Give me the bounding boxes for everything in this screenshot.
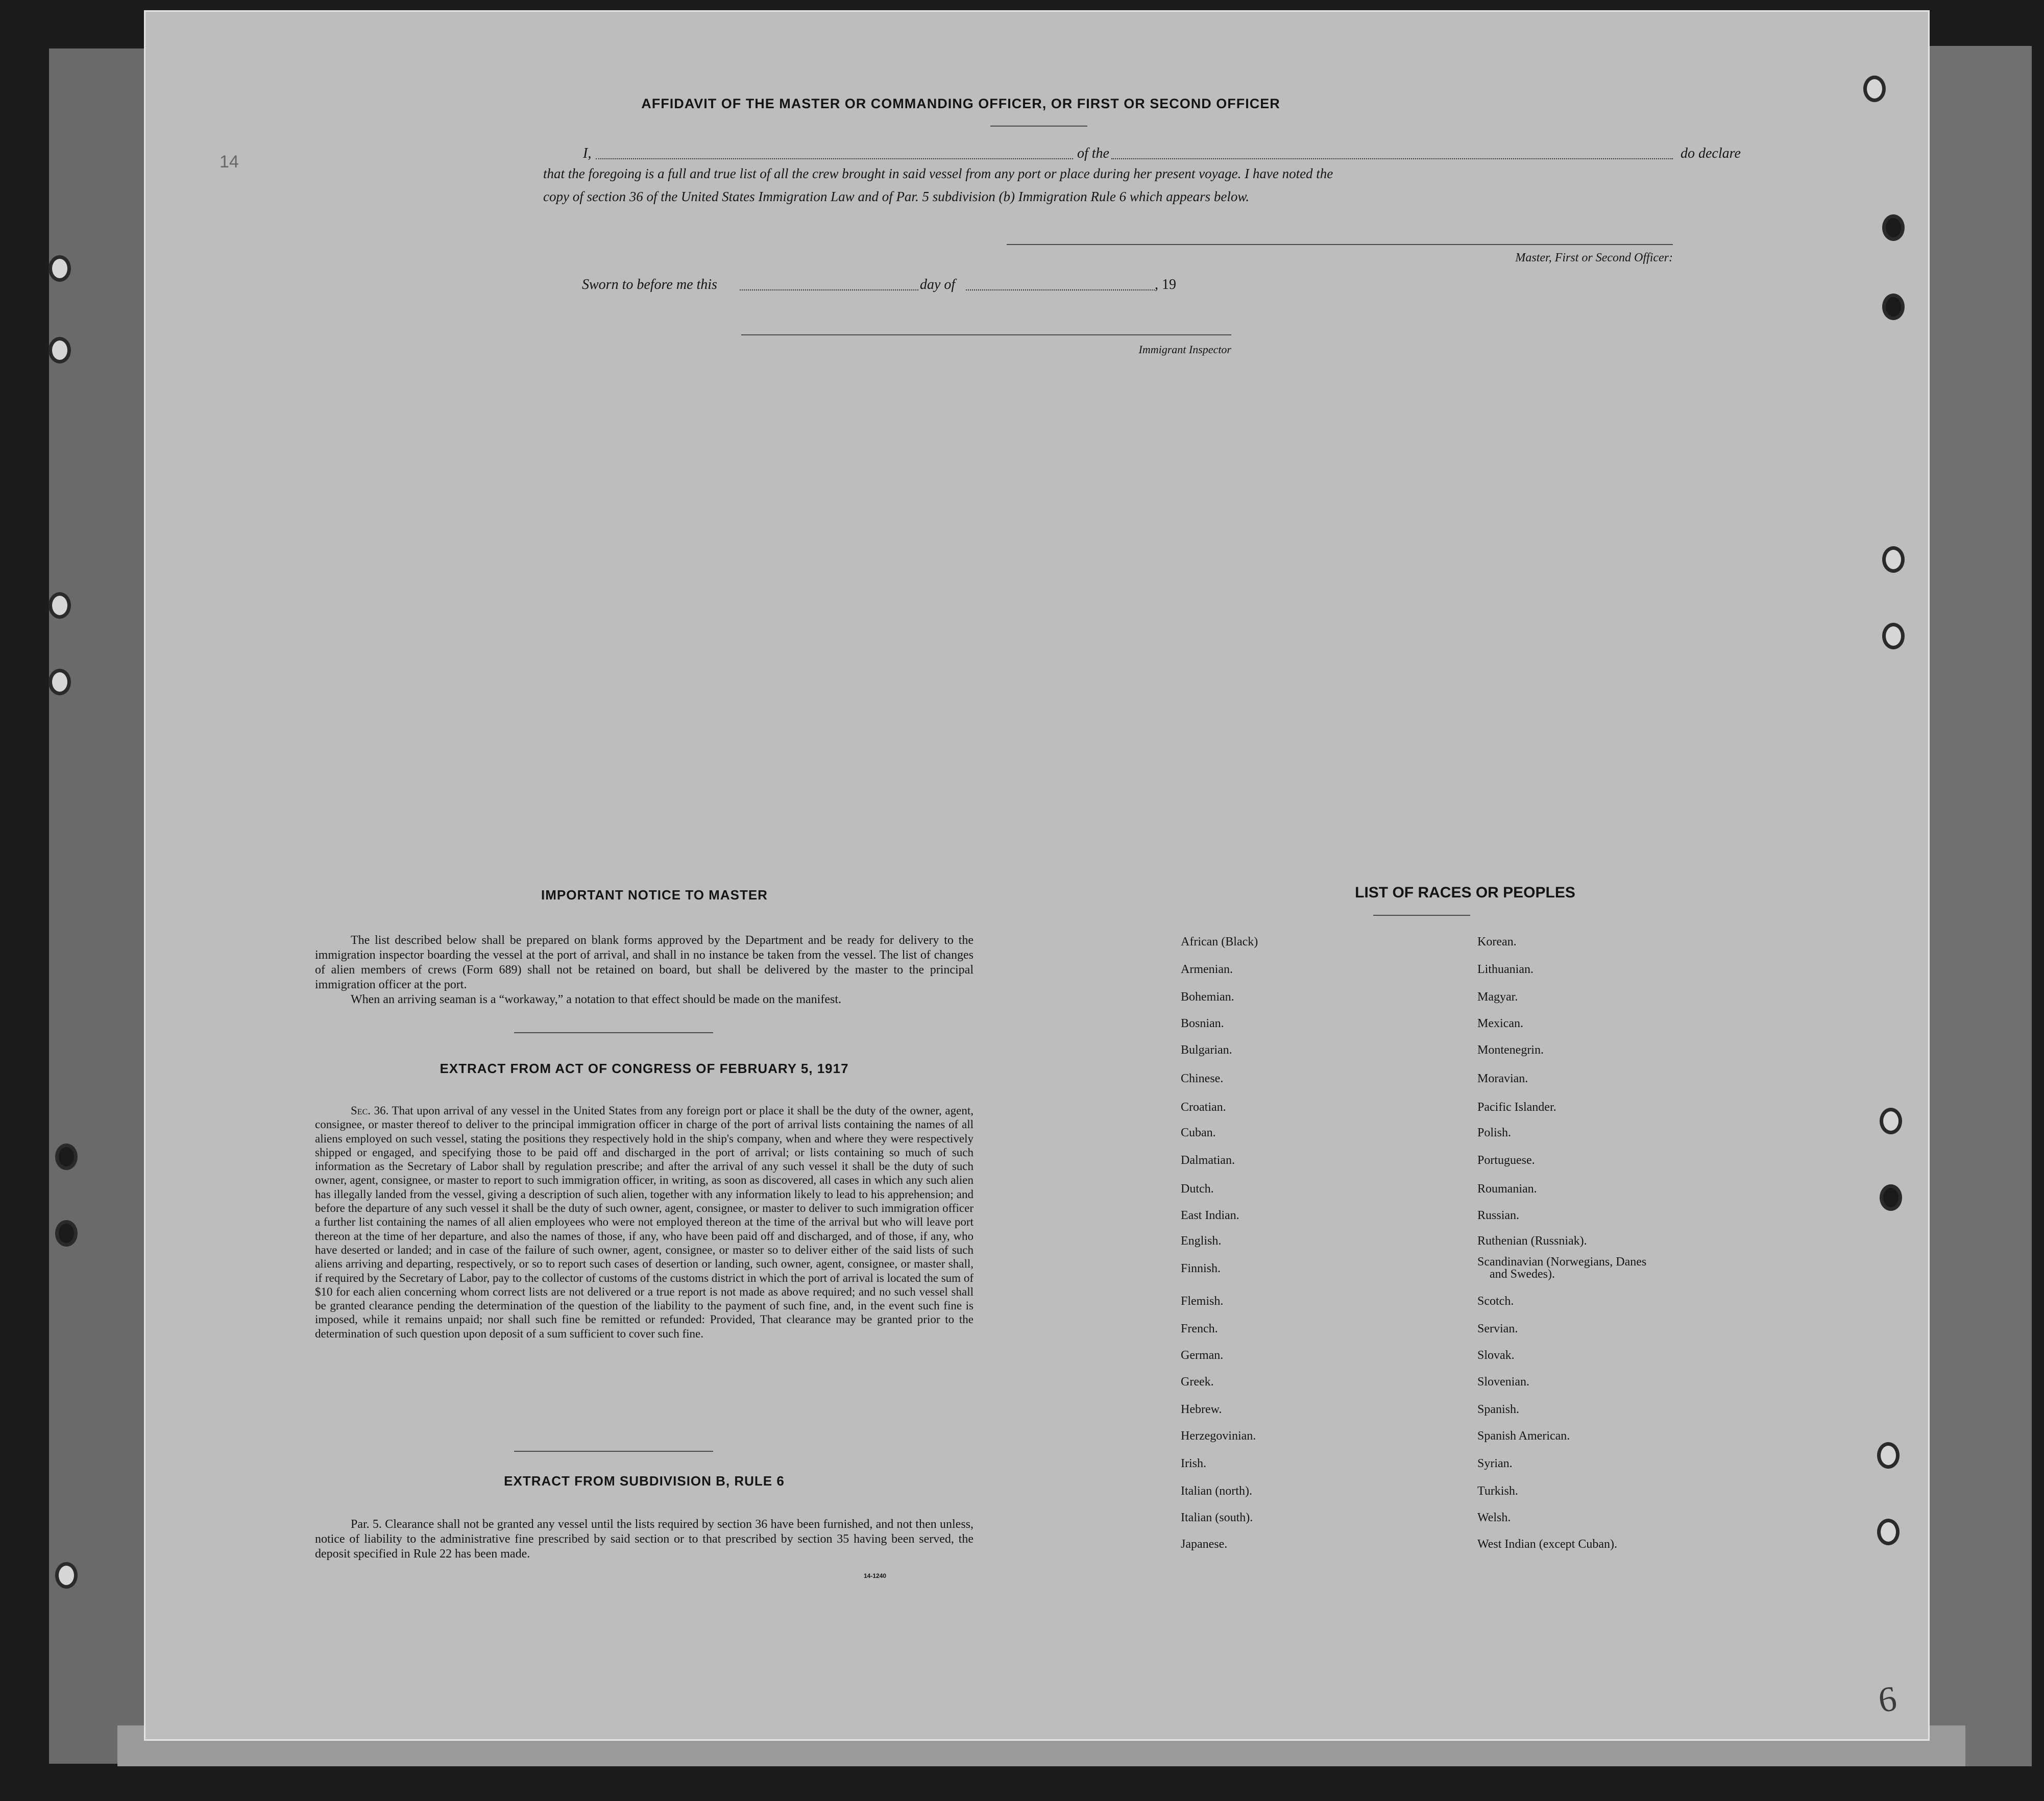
race-item-right: West Indian (except Cuban).: [1477, 1538, 1617, 1551]
race-item-left: Herzegovinian.: [1181, 1429, 1256, 1443]
vessel-name-field[interactable]: [1111, 158, 1673, 159]
race-item-left: English.: [1181, 1234, 1222, 1248]
race-item-right: Magyar.: [1477, 990, 1518, 1004]
race-item-left: Flemish.: [1181, 1295, 1224, 1308]
affidavit-line-3: copy of section 36 of the United States Immigration Law and of Par. 5 subdivision (b) Immigration Rule 6 which appears below.: [543, 189, 1250, 204]
master-signature-line[interactable]: [1007, 244, 1673, 245]
race-item-left: German.: [1181, 1349, 1224, 1362]
race-item-right: Welsh.: [1477, 1511, 1511, 1524]
sworn-day-field[interactable]: [740, 289, 918, 290]
punch-hole-icon: [1880, 1184, 1902, 1211]
sec-text: That upon arrival of any vessel in the United States from any foreign port or place it shall be the duty of the owner, agent, consignee, or master thereof to deliver to the principal immigration officer in charge of the port of arrival lists containing the names of all aliens employed on such vessel, stating the positions they respectively hold in the ship's company, when and where they were respectively shipped or engaged, and specifying those to be paid off and discharged in the port of arrival; or lists containing so much of such information as the Secretary of Labor shall by regulation prescribe; and after the arrival of any such vessel it shall be the duty of such owner, agent, consignee, or master to report to such immigration officer, in writing, as soon as discovered, all cases in which any such alien has illegally landed from the vessel, giving a description of such alien, together with any information likely to lead to his apprehension; and before the departure of any such vessel it shall be the duty of such owner, agent, consignee, or master to deliver to such immigration officer a further list containing the names of all alien employees who were not employed thereon at the time of the arrival but who will leave port thereon at the time of her departure, and also the names of those, if any, who have been paid off and discharged, and of those, if any, who have deserted or landed; and in case of the failure of such owner, agent, consignee, or master so to deliver either of the said lists of such aliens arriving and departing, respectively, or so to report such cases of desertion or landing, such owner, agent, consignee, or master shall, if required by the Secretary of Labor, pay to the collector of customs of the customs district in which the port of arrival is located the sum of $10 for each alien concerning whom correct lists are not delivered or a true report is not made as above required; and no such vessel shall be granted clearance pending the determination of the question of the liability to the payment of such fine, and, in the event such fine is imposed, while it remains unpaid; nor shall such fine be remitted or refunded: Provided, That clearance may be granted prior to the determination of such question upon deposit of a sum sufficient to cover such fine.: [315, 1104, 974, 1340]
binder-hole-icon: [48, 337, 71, 363]
affidavit-i: I,: [583, 145, 592, 161]
race-item-left: Bohemian.: [1181, 990, 1234, 1004]
divider: [514, 1451, 713, 1452]
binder-hole-icon: [48, 592, 71, 619]
race-item-right: Slovenian.: [1477, 1375, 1529, 1389]
sworn-month-field[interactable]: [966, 289, 1155, 290]
race-item-left: Bulgarian.: [1181, 1043, 1232, 1057]
affidavit-title: AFFIDAVIT OF THE MASTER OR COMMANDING OFFICER, OR FIRST OR SECOND OFFICER: [641, 96, 1280, 111]
extract-rule-title: EXTRACT FROM SUBDIVISION B, RULE 6: [504, 1473, 785, 1489]
divider: [514, 1032, 713, 1033]
race-item-left: African (Black): [1181, 935, 1258, 948]
sworn-year: , 19: [1155, 277, 1176, 293]
race-item-right: Polish.: [1477, 1126, 1512, 1139]
inspector-signature-line[interactable]: [741, 334, 1231, 335]
divider: [1373, 915, 1470, 916]
race-item-right: Pacific Islander.: [1477, 1101, 1556, 1114]
race-item-left: Hebrew.: [1181, 1403, 1222, 1416]
punch-hole-icon: [1882, 623, 1905, 649]
race-item-right: Roumanian.: [1477, 1182, 1537, 1196]
punch-hole-icon: [1882, 294, 1905, 320]
race-item-right: Mexican.: [1477, 1017, 1523, 1030]
affidavit-line-2: that the foregoing is a full and true list of all the crew brought in said vessel from any port or place during her present voyage. I have noted the: [543, 166, 1333, 181]
punch-hole-icon: [1877, 1519, 1900, 1545]
race-item-left: Cuban.: [1181, 1126, 1216, 1139]
race-item-right: Moravian.: [1477, 1072, 1528, 1085]
affidavit-of-the: of the: [1077, 145, 1109, 161]
race-item-right: Lithuanian.: [1477, 963, 1534, 976]
page-number-faded: 14: [220, 152, 239, 172]
race-item-right: Ruthenian (Russniak).: [1477, 1234, 1587, 1248]
race-item-left: Armenian.: [1181, 963, 1233, 976]
binder-hole-icon: [48, 255, 71, 282]
divider: [990, 126, 1087, 127]
handwritten-mark: 6: [1876, 1678, 1900, 1721]
back-sheet-right: [1930, 46, 2032, 1766]
race-item-left: Irish.: [1181, 1457, 1206, 1470]
race-item-left: Greek.: [1181, 1375, 1214, 1389]
race-item-left: East Indian.: [1181, 1209, 1239, 1222]
race-item-left: Bosnian.: [1181, 1017, 1224, 1030]
races-title: LIST OF RACES OR PEOPLES: [1355, 884, 1575, 901]
binder-hole-icon: [48, 669, 71, 695]
notice-paragraph-1: The list described below shall be prepared on blank forms approved by the Department and be ready for delivery to the immigration inspector boarding the vessel at the port of arrival, and shall in no instance be taken from the vessel. The list of changes of alien members of crews (Form 689) shall not be retained on board, but shall be delivered by the master to the principal immigration officer at the port.: [315, 934, 974, 991]
notice-paragraph-2: When an arriving seaman is a “workaway,” a notation to that effect should be made on the manifest.: [351, 993, 841, 1006]
race-item-right: Syrian.: [1477, 1457, 1513, 1470]
master-name-field[interactable]: [596, 158, 1073, 159]
race-item-left: Dutch.: [1181, 1182, 1214, 1196]
punch-hole-icon: [1882, 214, 1905, 241]
race-item-left: Chinese.: [1181, 1072, 1224, 1085]
punch-hole-icon: [1877, 1442, 1900, 1469]
race-item-left: French.: [1181, 1322, 1218, 1335]
race-item-left: Dalmatian.: [1181, 1154, 1235, 1167]
race-item-left: Finnish.: [1181, 1262, 1221, 1275]
manifest-page: [144, 10, 1930, 1741]
back-sheet-left: [49, 48, 146, 1764]
binder-hole-icon: [55, 1562, 78, 1589]
race-item-left: Italian (north).: [1181, 1484, 1252, 1498]
race-item-right: Portuguese.: [1477, 1154, 1535, 1167]
race-item-right: Spanish American.: [1477, 1429, 1570, 1443]
race-item-left: Japanese.: [1181, 1538, 1228, 1551]
punch-hole-icon: [1863, 76, 1886, 102]
race-item-right: Turkish.: [1477, 1484, 1518, 1498]
sworn-prefix: Sworn to before me this: [582, 277, 717, 293]
binder-hole-icon: [55, 1220, 78, 1247]
race-item-right: Spanish.: [1477, 1403, 1520, 1416]
inspector-label: Immigrant Inspector: [1138, 343, 1231, 356]
affidavit-do-declare: do declare: [1681, 145, 1741, 161]
race-item-right: Scotch.: [1477, 1295, 1514, 1308]
race-item-right: Scandinavian (Norwegians, Danes and Swedes).: [1477, 1255, 1647, 1281]
extract-act-title: EXTRACT FROM ACT OF CONGRESS OF FEBRUARY 5, 1917: [440, 1061, 849, 1076]
extract-rule-text: Par. 5. Clearance shall not be granted any vessel until the lists required by section 36 have been furnished, and not then unless, notice of liability to the administrative fine prescribed by said section or to that prescribed by section 35 having been served, the deposit specified in Rule 22 has been made.: [315, 1518, 974, 1561]
sworn-day-of: day of: [920, 277, 956, 293]
race-item-right: Slovak.: [1477, 1349, 1515, 1362]
master-signature-label: Master, First or Second Officer:: [1515, 251, 1673, 264]
binder-hole-icon: [55, 1143, 78, 1170]
notice-title: IMPORTANT NOTICE TO MASTER: [541, 887, 768, 903]
punch-hole-icon: [1882, 546, 1905, 573]
race-item-right: Montenegrin.: [1477, 1043, 1544, 1057]
race-item-right: Servian.: [1477, 1322, 1518, 1335]
race-item-right: Russian.: [1477, 1209, 1520, 1222]
sec-label: Sec. 36.: [351, 1104, 389, 1117]
race-item-left: Croatian.: [1181, 1101, 1226, 1114]
punch-hole-icon: [1880, 1108, 1902, 1134]
race-item-left: Italian (south).: [1181, 1511, 1253, 1524]
race-item-right: Korean.: [1477, 935, 1517, 948]
form-number: 14-1240: [864, 1572, 887, 1579]
extract-act-text: [315, 1104, 974, 1341]
